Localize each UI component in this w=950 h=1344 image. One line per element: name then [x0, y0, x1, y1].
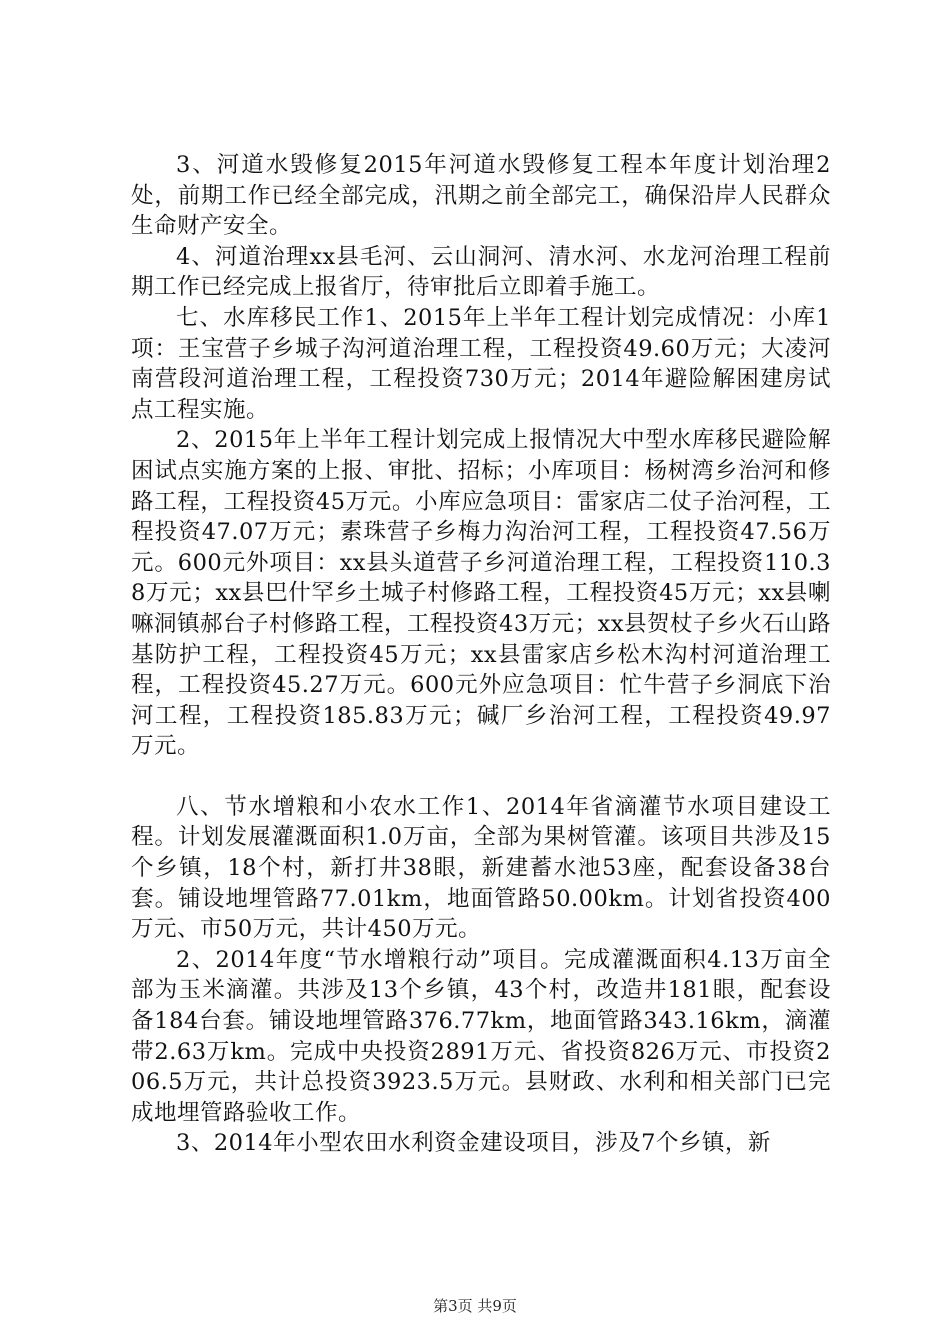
paragraph-water-saving: 八、节水增粮和小农水工作1、2014年省滴灌节水项目建设工程。计划发展灌溉面积1.0万亩，全部为果树管灌。该项目共涉及15个乡镇，18个村，新打井38眼，新建蓄水池53座，配套设备38台套。铺设地埋管路77.01km，地面管路50.00km。计划省投资400万元、市50万元，共计450万元。 — [131, 793, 831, 943]
paragraph-resettlement-projects: 2、2015年上半年工程计划完成上报情况大中型水库移民避险解困试点实施方案的上报、审批、招标；小库项目：杨树湾乡治河和修路工程，工程投资45万元。小库应急项目：雷家店二仗子治河程，工程投资47.07万元；素珠营子乡梅力沟治河工程，工程投资47.56万元。600元外项目：xx县头道营子乡河道治理工程，工程投资110.38万元；xx县巴什罕乡土城子村修路工程，工程投资45万元；xx县喇嘛洞镇郝台子村修路工程，工程投资43万元；xx县贺杖子乡火石山路基防护工程，工程投资45万元；xx县雷家店乡松木沟村河道治理工程，工程投资45.27万元。600元外应急项目：忙牛营子乡洞底下治河工程，工程投资185.83万元；碱厂乡治河工程，工程投资49.97万元。 — [131, 427, 832, 760]
paragraph-river-governance: 4、河道治理xx县毛河、云山洞河、清水河、水龙河治理工程前期工作已经完成上报省厅，待审批后立即着手施工。 — [131, 243, 831, 301]
paragraph-farmland-irrigation: 3、2014年小型农田水利资金建设项目，涉及7个乡镇，新 — [176, 1130, 771, 1157]
document-body — [131, 150, 831, 1159]
paragraph-river-repair: 3、河道水毁修复2015年河道水毁修复工程本年度计划治理2处，前期工作已经全部完成，汛期之前全部完工，确保沿岸人民群众生命财产安全。 — [131, 152, 831, 240]
paragraph-reservoir-resettlement: 七、水库移民工作1、2015年上半年工程计划完成情况：小库1项：王宝营子乡城子沟河道治理工程，工程投资49.60万元；大凌河南营段河道治理工程，工程投资730万元；2014年避险解困建房试点工程实施。 — [131, 304, 831, 423]
paragraph-water-saving-action: 2、2014年度“节水增粮行动”项目。完成灌溉面积4.13万亩全部为玉米滴灌。共涉及13个乡镇，43个村，改造井181眼，配套设备184台套。铺设地埋管路376.77km，地面管路343.16km，滴灌带2.63万km。完成中央投资2891万元、省投资826万元、市投资206.5万元，共计总投资3923.5万元。县财政、水利和相关部门已完成地埋管路验收工作。 — [131, 946, 831, 1126]
page-number-footer: 第3页 共9页 — [433, 1297, 517, 1315]
